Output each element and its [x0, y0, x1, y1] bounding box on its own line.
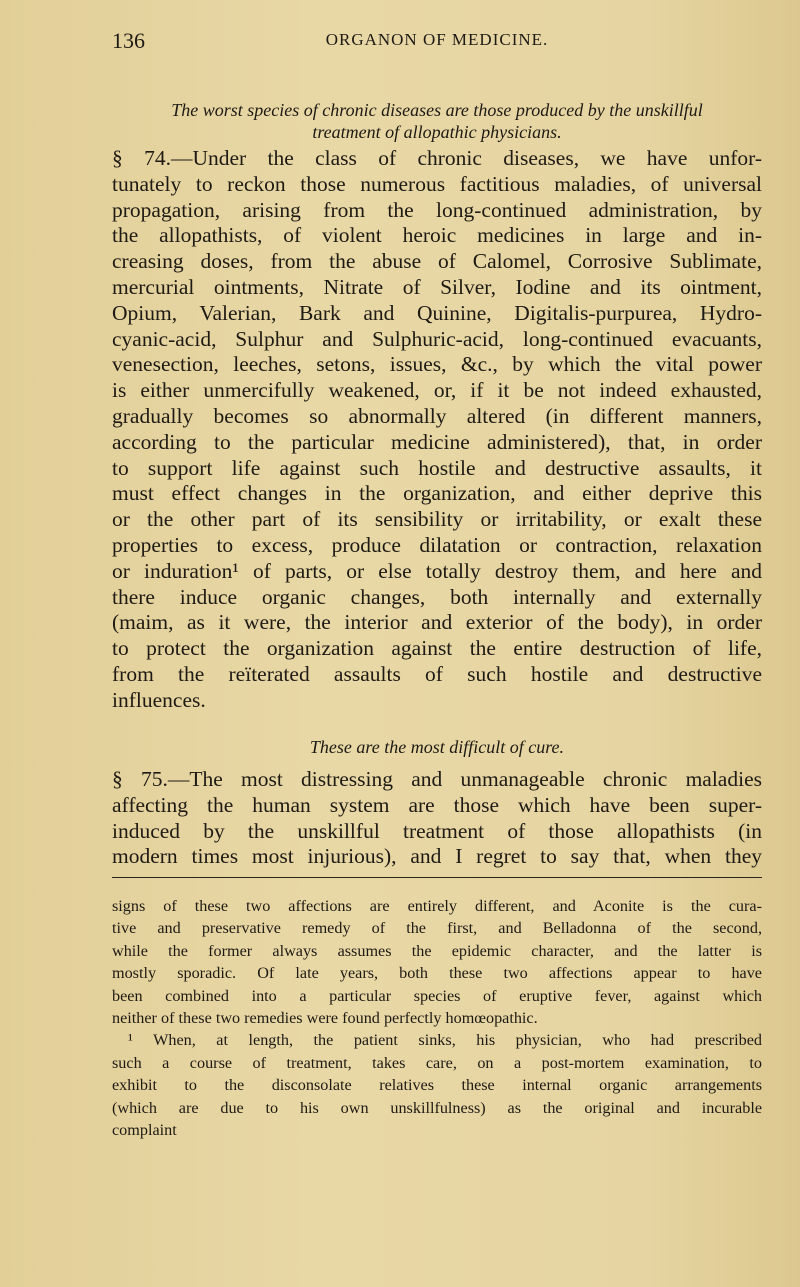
footnote-line: exhibit to the disconsolate relatives these internal organic arrangements: [112, 1076, 762, 1095]
paragraph-line: affecting the human system are those which have been super-: [112, 792, 762, 817]
paragraph-line: to support life against such hostile and destructive assaults, it: [112, 455, 762, 480]
section-heading: These are the most difficult of cure.: [309, 737, 565, 757]
running-title: ORGANON OF MEDICINE.: [325, 30, 549, 49]
paragraph-line: the allopathists, of violent heroic medicines in large and in-: [112, 223, 762, 248]
paragraph-line: Opium, Valerian, Bark and Quinine, Digitalis-purpurea, Hydro-: [112, 300, 762, 325]
paragraph-line: venesection, leeches, setons, issues, &c., by which the vital power: [112, 352, 762, 377]
footnote-line: complaint: [112, 1121, 177, 1139]
section-heading: treatment of allopathic physicians.: [312, 122, 562, 142]
section-heading: The worst species of chronic diseases are those produced by the unskillful: [171, 100, 703, 120]
footnote-line: (which are due to his own unskillfulness) as the original and incurable: [112, 1098, 762, 1117]
paragraph-line: induced by the unskillful treatment of those allopathists (in: [112, 818, 762, 843]
paragraph-line: propagation, arising from the long-continued administration, by: [112, 197, 762, 222]
paragraph-line: must effect changes in the organization, and either deprive this: [112, 481, 762, 506]
paragraph-line: or induration¹ of parts, or else totally destroy them, and here and: [112, 558, 762, 583]
paragraph-line: gradually becomes so abnormally altered (in different manners,: [112, 404, 762, 428]
paragraph-line: § 74.—Under the class of chronic diseases, we have unfor-: [112, 146, 762, 170]
footnote-line: such a course of treatment, takes care, on a post-mortem examination, to: [112, 1053, 762, 1072]
paragraph-line: to protect the organization against the entire destruction of life,: [112, 636, 762, 661]
paragraph-line: cyanic-acid, Sulphur and Sulphuric-acid, long-continued evacuants,: [112, 326, 762, 351]
paragraph-line: is either unmercifully weakened, or, if it be not indeed exhausted,: [112, 378, 762, 403]
paragraph-line: or the other part of its sensibility or irritability, or exalt these: [112, 507, 762, 532]
footnote-line: signs of these two affections are entirely different, and Aconite is the cura-: [112, 897, 762, 915]
paragraph-line: mercurial ointments, Nitrate of Silver, Iodine and its ointment,: [112, 275, 762, 299]
paragraph-line: properties to excess, produce dilatation or contraction, relaxation: [112, 533, 762, 557]
footnote-line: neither of these two remedies were found perfectly homœopathic.: [112, 1009, 538, 1027]
footnote-line: tive and preservative remedy of the first, and Belladonna of the second,: [112, 919, 762, 938]
paragraph-line: modern times most injurious), and I regret to say that, when they: [112, 844, 762, 869]
paragraph-line: tunately to reckon those numerous factitious maladies, of universal: [112, 171, 762, 196]
paragraph-line: creasing doses, from the abuse of Calomel, Corrosive Sublimate,: [112, 249, 762, 274]
page-number: 136: [112, 28, 145, 53]
footnote-rule: [112, 877, 762, 878]
running-header: [112, 28, 762, 56]
paragraph-line: (maim, as it were, the interior and exterior of the body), in order: [112, 610, 762, 635]
footnote-line: while the former always assumes the epidemic character, and the latter is: [112, 941, 762, 960]
footnote-line: mostly sporadic. Of late years, both these two affections appear to have: [112, 964, 762, 983]
paragraph-line: there induce organic changes, both internally and externally: [112, 584, 762, 609]
paragraph-line: influences.: [112, 687, 206, 712]
footnote-line: ¹ When, at length, the patient sinks, his physician, who had prescribed: [128, 1031, 762, 1050]
footnote-line: been combined into a particular species of eruptive fever, against which: [112, 986, 762, 1005]
paragraph-line: according to the particular medicine administered), that, in order: [112, 429, 762, 454]
paragraph-line: § 75.—The most distressing and unmanageable chronic maladies: [112, 767, 762, 791]
paragraph-line: from the reïterated assaults of such hostile and destructive: [112, 662, 762, 686]
